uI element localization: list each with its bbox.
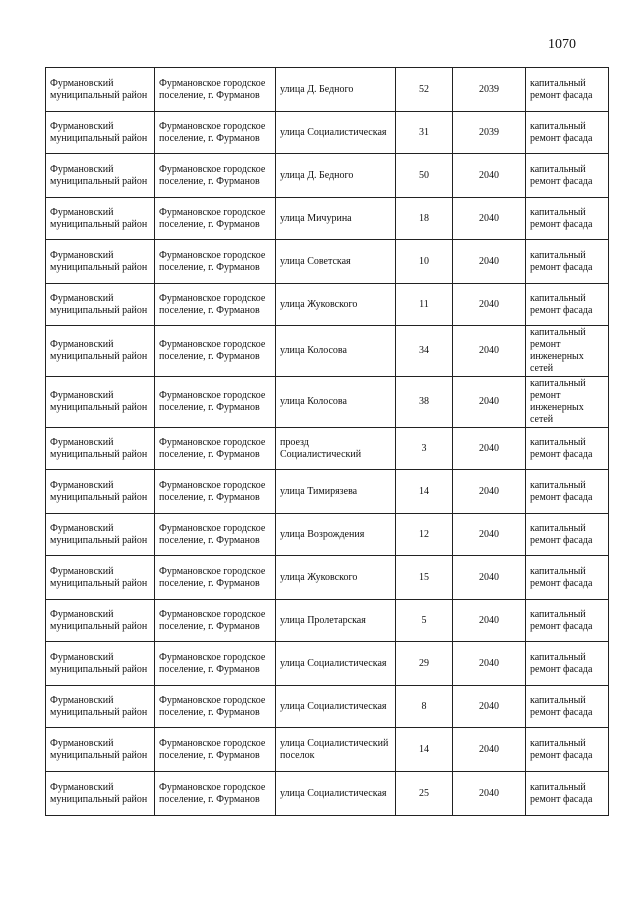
cell-district: Фурмановский муниципальный район xyxy=(46,600,155,642)
cell-street: улица Д. Бедного xyxy=(276,154,396,198)
cell-district: Фурмановский муниципальный район xyxy=(46,240,155,284)
cell-house-number: 34 xyxy=(396,326,453,377)
cell-street: улица Д. Бедного xyxy=(276,68,396,112)
cell-house-number: 12 xyxy=(396,514,453,556)
cell-house-number: 8 xyxy=(396,686,453,728)
cell-work-type: капитальный ремонт фасада xyxy=(526,112,609,154)
cell-work-type: капитальный ремонт фасада xyxy=(526,772,609,816)
cell-work-type: капитальный ремонт фасада xyxy=(526,728,609,772)
cell-district: Фурмановский муниципальный район xyxy=(46,326,155,377)
table-row xyxy=(46,772,609,816)
cell-house-number: 50 xyxy=(396,154,453,198)
cell-district: Фурмановский муниципальный район xyxy=(46,556,155,600)
registry-table-body xyxy=(46,68,609,816)
cell-settlement: Фурмановское городское поселение, г. Фурманов xyxy=(155,642,276,686)
cell-house-number: 31 xyxy=(396,112,453,154)
cell-house-number: 10 xyxy=(396,240,453,284)
table-row xyxy=(46,470,609,514)
cell-settlement: Фурмановское городское поселение, г. Фурманов xyxy=(155,556,276,600)
cell-work-type: капитальный ремонт фасада xyxy=(526,556,609,600)
cell-work-type: капитальный ремонт инженерных сетей xyxy=(526,326,609,377)
cell-street: улица Возрождения xyxy=(276,514,396,556)
cell-work-type: капитальный ремонт фасада xyxy=(526,68,609,112)
cell-district: Фурмановский муниципальный район xyxy=(46,514,155,556)
cell-street: улица Мичурина xyxy=(276,198,396,240)
cell-district: Фурмановский муниципальный район xyxy=(46,154,155,198)
cell-work-type: капитальный ремонт фасада xyxy=(526,284,609,326)
cell-street: улица Социалистическая xyxy=(276,112,396,154)
cell-year: 2040 xyxy=(453,470,526,514)
cell-year: 2040 xyxy=(453,728,526,772)
cell-work-type: капитальный ремонт фасада xyxy=(526,686,609,728)
cell-house-number: 25 xyxy=(396,772,453,816)
cell-house-number: 5 xyxy=(396,600,453,642)
cell-house-number: 38 xyxy=(396,377,453,428)
cell-work-type: капитальный ремонт фасада xyxy=(526,514,609,556)
cell-settlement: Фурмановское городское поселение, г. Фурманов xyxy=(155,377,276,428)
cell-street: улица Пролетарская xyxy=(276,600,396,642)
table-row xyxy=(46,686,609,728)
cell-district: Фурмановский муниципальный район xyxy=(46,112,155,154)
cell-year: 2040 xyxy=(453,600,526,642)
registry-table xyxy=(45,67,609,816)
cell-work-type: капитальный ремонт фасада xyxy=(526,428,609,470)
cell-work-type: капитальный ремонт фасада xyxy=(526,600,609,642)
cell-district: Фурмановский муниципальный район xyxy=(46,728,155,772)
cell-house-number: 18 xyxy=(396,198,453,240)
cell-year: 2040 xyxy=(453,772,526,816)
cell-work-type: капитальный ремонт фасада xyxy=(526,240,609,284)
cell-settlement: Фурмановское городское поселение, г. Фурманов xyxy=(155,112,276,154)
table-row xyxy=(46,600,609,642)
cell-settlement: Фурмановское городское поселение, г. Фурманов xyxy=(155,198,276,240)
cell-year: 2040 xyxy=(453,377,526,428)
cell-house-number: 52 xyxy=(396,68,453,112)
table-row xyxy=(46,642,609,686)
cell-street: улица Жуковского xyxy=(276,556,396,600)
cell-street: улица Колосова xyxy=(276,326,396,377)
cell-house-number: 3 xyxy=(396,428,453,470)
cell-street: улица Тимирязева xyxy=(276,470,396,514)
page-number: 1070 xyxy=(548,37,576,52)
cell-settlement: Фурмановское городское поселение, г. Фурманов xyxy=(155,772,276,816)
cell-year: 2040 xyxy=(453,428,526,470)
cell-settlement: Фурмановское городское поселение, г. Фурманов xyxy=(155,514,276,556)
cell-year: 2040 xyxy=(453,284,526,326)
cell-settlement: Фурмановское городское поселение, г. Фурманов xyxy=(155,728,276,772)
cell-house-number: 11 xyxy=(396,284,453,326)
table-row xyxy=(46,556,609,600)
cell-settlement: Фурмановское городское поселение, г. Фурманов xyxy=(155,600,276,642)
cell-street: улица Социалистическая xyxy=(276,686,396,728)
cell-year: 2039 xyxy=(453,68,526,112)
cell-settlement: Фурмановское городское поселение, г. Фурманов xyxy=(155,284,276,326)
cell-work-type: капитальный ремонт фасада xyxy=(526,642,609,686)
cell-year: 2039 xyxy=(453,112,526,154)
cell-work-type: капитальный ремонт фасада xyxy=(526,198,609,240)
cell-work-type: капитальный ремонт инженерных сетей xyxy=(526,377,609,428)
cell-year: 2040 xyxy=(453,556,526,600)
cell-settlement: Фурмановское городское поселение, г. Фурманов xyxy=(155,154,276,198)
cell-street: улица Социалистическая xyxy=(276,772,396,816)
cell-street: улица Колосова xyxy=(276,377,396,428)
cell-street: улица Социалистический поселок xyxy=(276,728,396,772)
cell-year: 2040 xyxy=(453,326,526,377)
cell-settlement: Фурмановское городское поселение, г. Фурманов xyxy=(155,240,276,284)
table-row xyxy=(46,728,609,772)
cell-house-number: 14 xyxy=(396,728,453,772)
table-row xyxy=(46,514,609,556)
cell-district: Фурмановский муниципальный район xyxy=(46,68,155,112)
cell-street: улица Жуковского xyxy=(276,284,396,326)
table-row xyxy=(46,326,609,377)
cell-settlement: Фурмановское городское поселение, г. Фурманов xyxy=(155,68,276,112)
cell-house-number: 15 xyxy=(396,556,453,600)
cell-work-type: капитальный ремонт фасада xyxy=(526,470,609,514)
cell-house-number: 29 xyxy=(396,642,453,686)
cell-district: Фурмановский муниципальный район xyxy=(46,642,155,686)
cell-year: 2040 xyxy=(453,514,526,556)
cell-settlement: Фурмановское городское поселение, г. Фурманов xyxy=(155,686,276,728)
cell-district: Фурмановский муниципальный район xyxy=(46,686,155,728)
cell-district: Фурмановский муниципальный район xyxy=(46,470,155,514)
cell-settlement: Фурмановское городское поселение, г. Фурманов xyxy=(155,326,276,377)
cell-year: 2040 xyxy=(453,198,526,240)
cell-district: Фурмановский муниципальный район xyxy=(46,772,155,816)
table-row xyxy=(46,284,609,326)
cell-settlement: Фурмановское городское поселение, г. Фурманов xyxy=(155,428,276,470)
table-row xyxy=(46,377,609,428)
table-row xyxy=(46,428,609,470)
table-row xyxy=(46,154,609,198)
cell-district: Фурмановский муниципальный район xyxy=(46,198,155,240)
cell-street: улица Социалистическая xyxy=(276,642,396,686)
cell-district: Фурмановский муниципальный район xyxy=(46,377,155,428)
cell-street: проезд Социалистический xyxy=(276,428,396,470)
table-row xyxy=(46,68,609,112)
cell-year: 2040 xyxy=(453,686,526,728)
cell-district: Фурмановский муниципальный район xyxy=(46,284,155,326)
cell-settlement: Фурмановское городское поселение, г. Фурманов xyxy=(155,470,276,514)
cell-district: Фурмановский муниципальный район xyxy=(46,428,155,470)
cell-work-type: капитальный ремонт фасада xyxy=(526,154,609,198)
cell-year: 2040 xyxy=(453,642,526,686)
cell-street: улица Советская xyxy=(276,240,396,284)
cell-house-number: 14 xyxy=(396,470,453,514)
table-row xyxy=(46,198,609,240)
cell-year: 2040 xyxy=(453,240,526,284)
cell-year: 2040 xyxy=(453,154,526,198)
table-row xyxy=(46,240,609,284)
table-row xyxy=(46,112,609,154)
